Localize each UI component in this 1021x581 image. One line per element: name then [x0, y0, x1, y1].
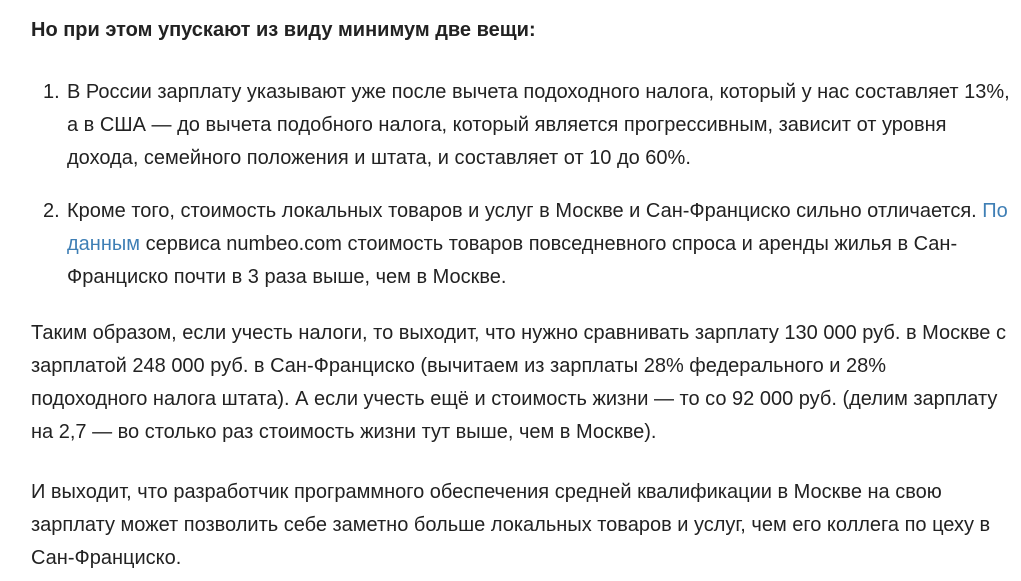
list-item-text-after-link: сервиса numbeo.com стоимость товаров повседневного спроса и аренды жилья в Сан-Франциско почти в 3 раза выше, чем в Москве.: [67, 233, 958, 288]
list-item: [40, 195, 1010, 294]
list-item: [40, 76, 1010, 175]
list-item-text-before-link: Кроме того, стоимость локальных товаров и услуг в Москве и Сан-Франциско сильно отличается.: [67, 200, 983, 222]
list-item-number: 2.: [43, 200, 60, 222]
numbeo-data-link[interactable]: По данным: [67, 200, 1008, 255]
list-item-text: В России зарплату указывают уже после вычета подоходного налога, который у нас составляет 13%, а в США — до вычета подобного налога, который является прогрессивным, зависит от уровня дохода, семейного положения и штата, и составляет от 10 до 60%.: [67, 81, 1010, 169]
paragraph-conclusion: Таким образом, если учесть налоги, то выходит, что нужно сравнивать зарплату 130 000 руб. в Москве с зарплатой 248 000 руб. в Сан-Франциско (вычитаем из зарплаты 28% федерального и 28% подоходного налога штата). А если учесть ещё и стоимость жизни — то со 92 000 руб. (делим зарплату на 2,7 — во столько раз стоимость жизни тут выше, чем в Москве).: [31, 322, 1006, 443]
numbered-list: [40, 76, 1010, 294]
list-item-number: 1.: [43, 81, 60, 103]
section-heading: Но при этом упускают из виду минимум две вещи:: [31, 19, 536, 41]
paragraph-summary: И выходит, что разработчик программного обеспечения средней квалификации в Москве на свою зарплату может позволить себе заметно больше локальных товаров и услуг, чем его коллега по цеху в Сан-Франциско.: [31, 481, 991, 569]
list-item-text: [67, 200, 1008, 288]
